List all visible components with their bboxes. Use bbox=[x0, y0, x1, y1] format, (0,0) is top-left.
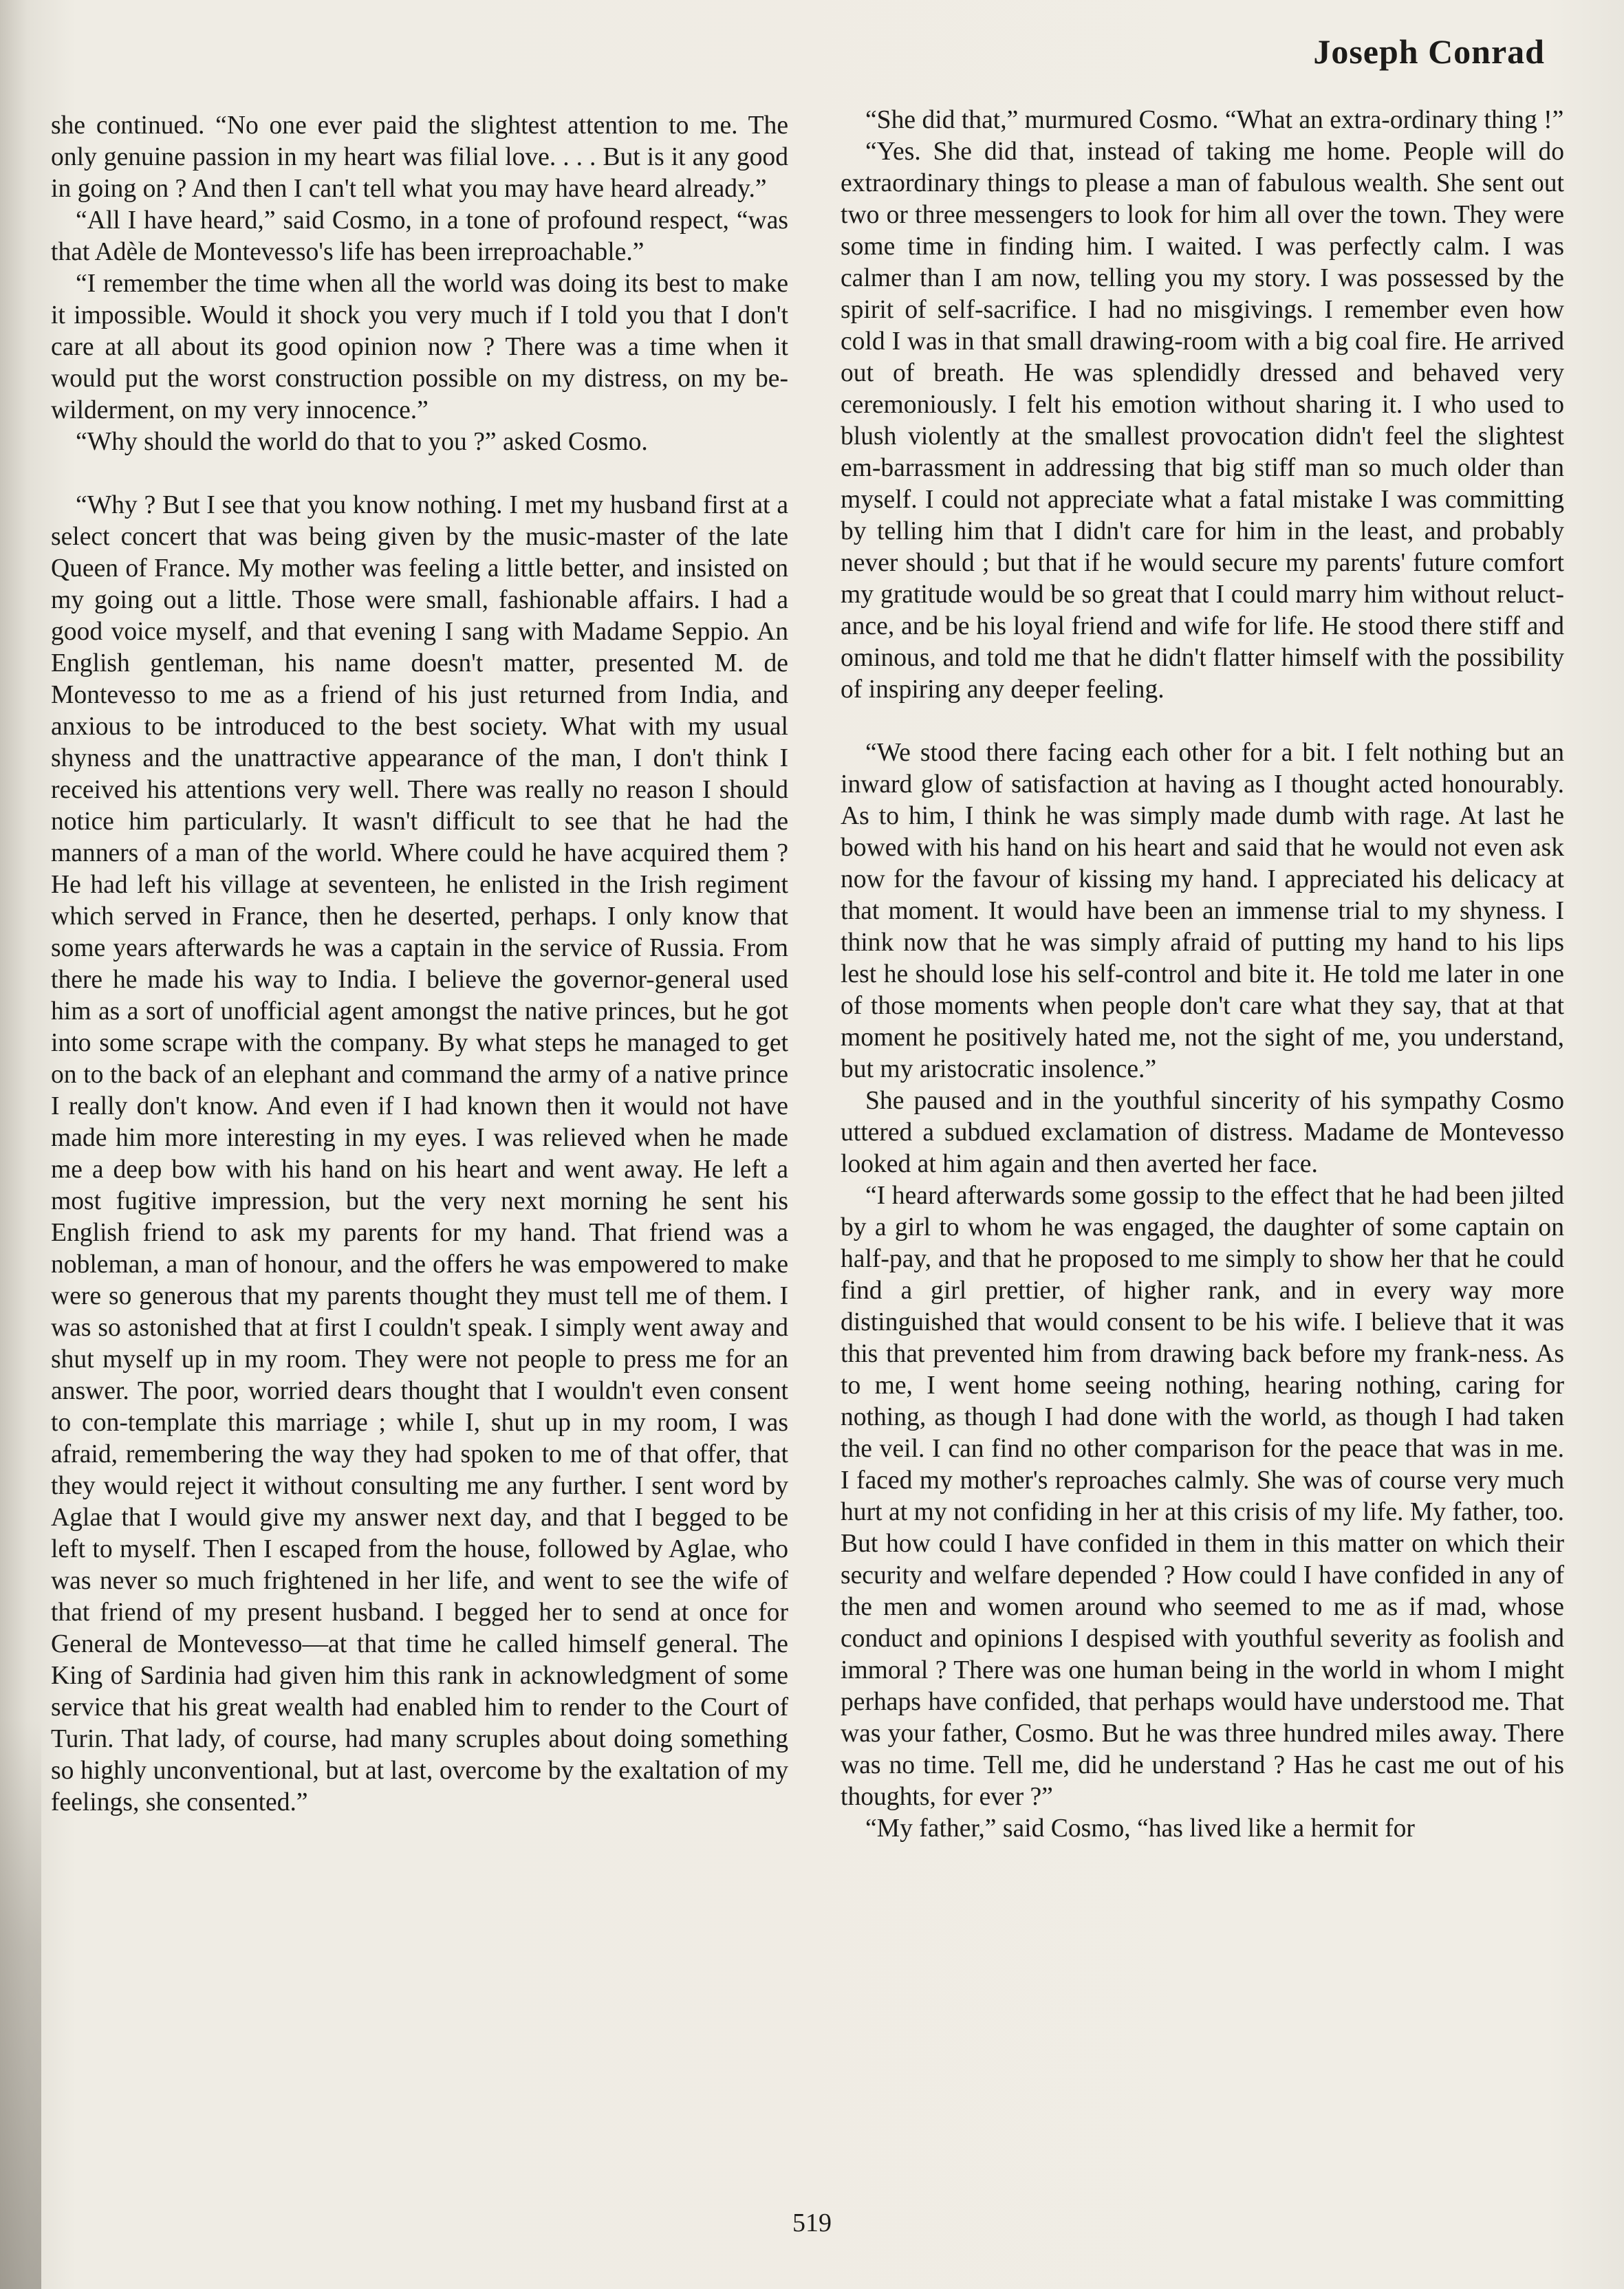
page-number: 519 bbox=[792, 2209, 832, 2237]
left-paragraph-1: she continued. “No one ever paid the slightest attention to me. The only genuine passion in my heart was filial love. . . . But is it any good in going on ? And then I can't tell what you may have heard already.” bbox=[51, 111, 788, 203]
right-paragraph-4: She paused and in the youthful sincerity of his sympathy Cosmo uttered a subdued exclamation of distress. Madame de Montevesso looked at him again and then averted her face. bbox=[841, 1087, 1564, 1178]
right-column bbox=[841, 105, 1564, 1845]
right-paragraph-6: “My father,” said Cosmo, “has lived like a hermit for bbox=[865, 1814, 1415, 1843]
right-paragraph-5: “I heard afterwards some gossip to the effect that he had been jilted by a girl to whom he was engaged, the daughter of some captain on half-pay, and that he proposed to me simply to show her that he could find a girl prettier, of higher rank, and in every way more distinguished that would consent to be his wife. I believe that it was this that prevented him from drawing back before my frank-ness. As to me, I went home seeing nothing, hearing nothing, caring for nothing, as though I had done with the world, as though I had taken the veil. I can find no other comparison for the peace that was in me. I faced my mother's reproaches calmly. She was of course very much hurt at my not confiding in her at this crisis of my life. My father, too. But how could I have confided in them in this matter on which their security and welfare depended ? How could I have confided in any of the men and women around who seemed to me as if mad, whose conduct and opinions I despised with youthful severity as foolish and immoral ? There was one human being in the world in whom I might perhaps have confided, that perhaps would have understood me. That was your father, Cosmo. But he was three hundred miles away. There was no time. Tell me, did he understand ? Has he cast me out of his thoughts, for ever ?” bbox=[841, 1182, 1564, 1811]
running-head: Joseph Conrad bbox=[1313, 32, 1545, 71]
left-paragraph-2: “All I have heard,” said Cosmo, in a tone of profound respect, “was that Adèle de Montevesso's life has been irreproachable.” bbox=[51, 206, 788, 266]
right-paragraph-1: “She did that,” murmured Cosmo. “What an extra-ordinary thing !” bbox=[865, 106, 1564, 134]
left-column bbox=[51, 110, 788, 1819]
left-paragraph-4: “Why should the world do that to you ?” asked Cosmo. bbox=[76, 428, 648, 456]
left-paragraph-3: “I remember the time when all the world was doing its best to make it impossible. Would it shock you very much if I told you that I don't care at all about its good opinion now ? There was a time when it would put the worst construction possible on my distress, on my be-wilderment, on my very innocence.” bbox=[51, 270, 788, 424]
right-paragraph-3: “We stood there facing each other for a bit. I felt nothing but an inward glow of satisfaction at having as I thought acted honourably. As to him, I think he was simply made dumb with rage. At last he bowed with his hand on his heart and said that he would not even ask now for the favour of kissing my hand. I appreciated his delicacy at that moment. It would have been an immense trial to my shyness. I think now that he was simply afraid of putting my hand to his lips lest he should lose his self-control and bite it. He told me later in one of those moments when people don't care what they say, that at that moment he positively hated me, not the sight of me, you understand, but my aristocratic insolence.” bbox=[841, 739, 1564, 1083]
right-paragraph-2: “Yes. She did that, instead of taking me home. People will do extraordinary things to please a man of fabulous wealth. She sent out two or three messengers to look for him all over the town. They were some time in finding him. I waited. I was perfectly calm. I was calmer than I am now, telling you my story. I was possessed by the spirit of self-sacrifice. I had no misgivings. I remember even how cold I was in that small drawing-room with a big coal fire. He arrived out of breath. He was splendidly dressed and behaved very ceremoniously. I felt his emotion without sharing it. I who used to blush violently at the smallest provocation didn't feel the slightest em-barrassment in addressing that big stiff man so much older than myself. I could not appreciate what a fatal mistake I was committing by telling him that I didn't care for him in the least, and probably never should ; but that if he would secure my parents' future comfort my gratitude would be so great that I could marry him without reluct-ance, and be his loyal friend and wife for life. He stood there stiff and ominous, and told me that he didn't flatter himself with the possibility of inspiring any deeper feeling. bbox=[841, 138, 1564, 704]
page-spine-shadow bbox=[0, 1720, 41, 2289]
left-paragraph-5: “Why ? But I see that you know nothing. I met my husband first at a select concert that was being given by the music-master of the late Queen of France. My mother was feeling a little better, and insisted on my going out a little. Those were small, fashionable affairs. I had a good voice myself, and that evening I sang with Madame Seppio. An English gentleman, his name doesn't matter, presented M. de Montevesso to me as a friend of his just returned from India, and anxious to be introduced to the best society. What with my usual shyness and the unattractive appearance of the man, I don't think I received his attentions very well. There was really no reason I should notice him particularly. It wasn't difficult to see that he had the manners of a man of the world. Where could he have acquired them ? He had left his village at seventeen, he enlisted in the Irish regiment which served in France, then he deserted, perhaps. I only know that some years afterwards he was a captain in the service of Russia. From there he made his way to India. I believe the governor-general used him as a sort of unofficial agent amongst the native princes, but he got into some scrape with the company. By what steps he managed to get on to the back of an elephant and command the army of a native prince I really don't know. And even if I had known then it would not have made him more interesting in my eyes. I was relieved when he made me a deep bow with his hand on his heart and went away. He left a most fugitive impression, but the very next morning he sent his English friend to ask my parents for my hand. That friend was a nobleman, a man of honour, and the offers he was empowered to make were so generous that my parents thought they must tell me of them. I was so astonished that at first I couldn't speak. I simply went away and shut myself up in my room. They were not people to press me for an answer. The poor, worried dears thought that I wouldn't even consent to con-template this marriage ; while I, shut up in my room, I was afraid, remembering the way they had spoken to me of that offer, that they would reject it without consulting me any further. I sent word by Aglae that I would give my answer next day, and that I begged to be left to myself. Then I escaped from the house, followed by Aglae, who was never so much frightened in her life, and went to see the wife of that friend of my present husband. I begged her to send at once for General de Montevesso—at that time he called himself general. The King of Sardinia had given him this rank in acknowledgment of some service that his great wealth had enabled him to render to the Court of Turin. That lady, of course, had many scruples about doing something so highly unconventional, but at last, overcome by the exaltation of my feelings, she consented.” bbox=[51, 491, 788, 1816]
